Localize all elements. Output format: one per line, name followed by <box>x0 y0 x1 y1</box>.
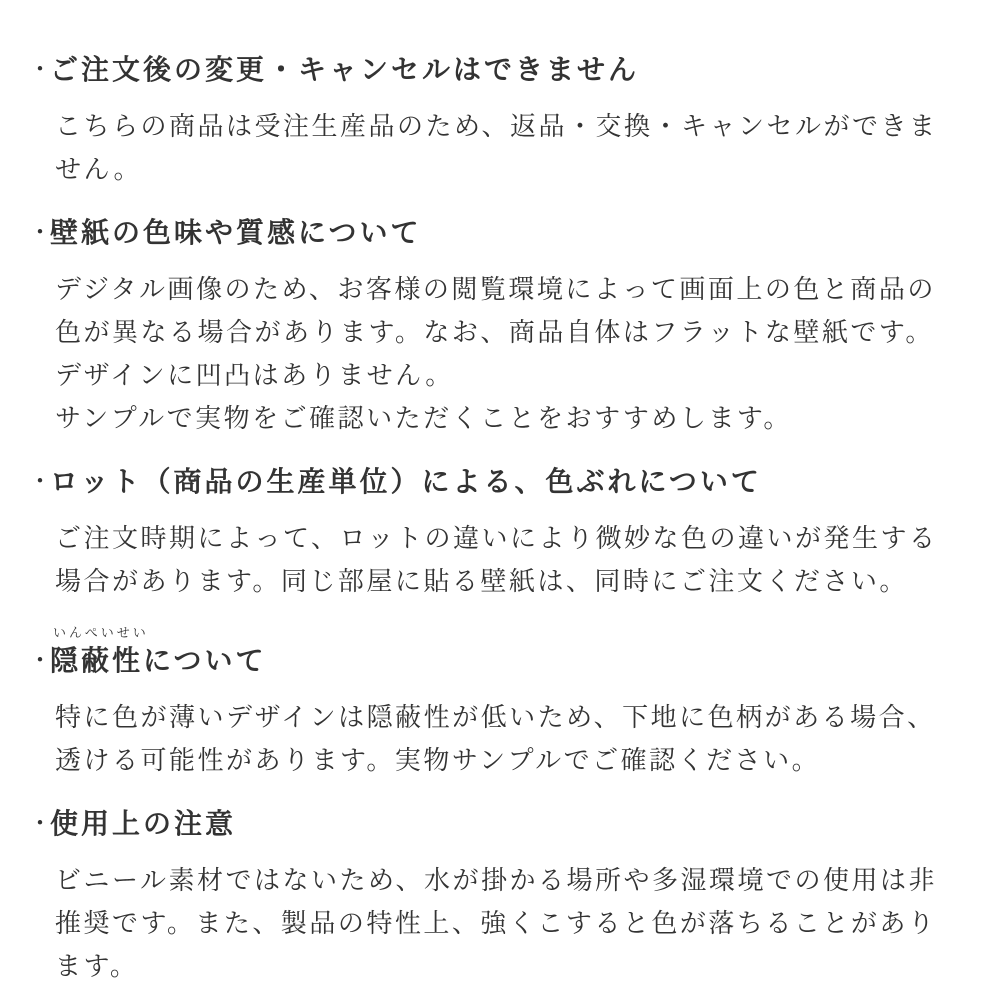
section-heading: 隠蔽性について <box>50 645 267 676</box>
section-body-text: サンプルで実物をご確認いただくことをおすすめします。 <box>55 403 792 433</box>
bullet-marker: ・ <box>28 219 52 246</box>
section-body-text: デジタル画像のため、お客様の閲覧環境によって画面上の色と商品の色が異なる場合があります。なお、商品自体はフラットな壁紙です。 <box>55 274 936 347</box>
section-cancellation-policy <box>28 50 970 191</box>
section-heading: 壁紙の色味や質感について <box>50 217 422 248</box>
section-usage-notes <box>28 804 970 988</box>
section-heading: ロット（商品の生産単位）による、色ぶれについて <box>50 466 762 497</box>
section-body-text: ビニール素材ではないため、水が掛かる場所や多湿環境での使用は非推奨です。また、製品の特性上、強くこすると色が落ちることがあります。 <box>55 865 937 981</box>
heading-row <box>28 213 970 253</box>
section-color-texture <box>28 213 970 440</box>
section-heading: ご注文後の変更・キャンセルはできません <box>50 54 640 85</box>
bullet-marker: ・ <box>28 56 52 83</box>
bullet-marker: ・ <box>28 647 52 674</box>
furigana-reading: いんぺいせい <box>53 625 149 640</box>
heading-row <box>28 50 970 90</box>
bullet-marker: ・ <box>28 810 52 837</box>
section-lot-color-variation <box>28 462 970 603</box>
section-body-text: デザインに凹凸はありません。 <box>55 360 454 390</box>
heading-row <box>28 804 970 844</box>
section-body-text: 特に色が薄いデザインは隠蔽性が低いため、下地に色柄がある場合、透ける可能性があります。実物サンプルでご確認ください。 <box>55 702 936 775</box>
section-body-text: こちらの商品は受注生産品のため、返品・交換・キャンセルができません。 <box>55 111 938 184</box>
section-body-text: ご注文時期によって、ロットの違いにより微妙な色の違いが発生する場合があります。同じ部屋に貼る壁紙は、同時にご注文ください。 <box>55 523 938 596</box>
section-opacity <box>28 625 970 782</box>
heading-row <box>28 462 970 502</box>
heading-row <box>28 641 970 681</box>
section-heading: 使用上の注意 <box>50 808 237 839</box>
bullet-marker: ・ <box>28 468 52 495</box>
